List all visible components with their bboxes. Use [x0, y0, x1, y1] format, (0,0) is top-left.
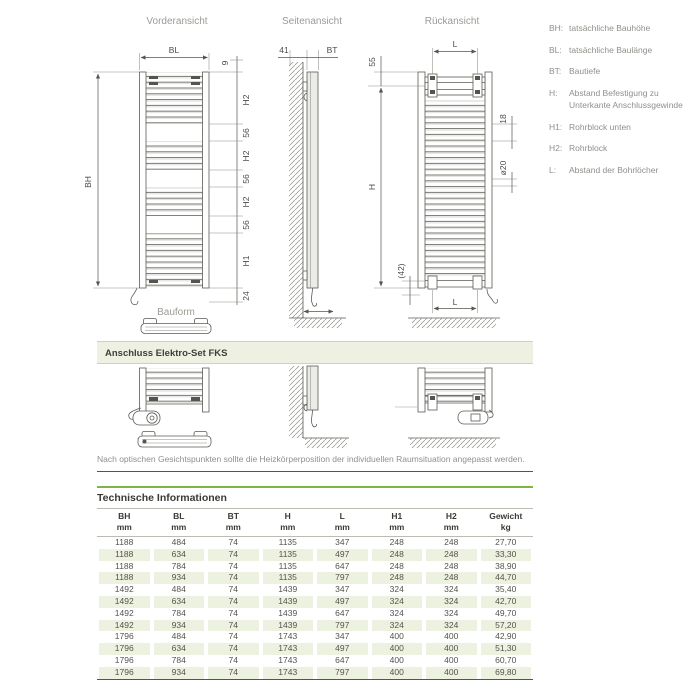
rear-cable: [487, 289, 498, 303]
legend-item: [549, 142, 697, 155]
table-cell: 74: [206, 596, 261, 608]
table-cell: 647: [335, 607, 350, 618]
column-label: BL: [173, 511, 185, 521]
side-view-title: Seitenansicht: [281, 16, 343, 27]
tech-table-wrap: [97, 508, 533, 680]
legend-text: Rohrblock: [569, 143, 608, 153]
legend-abbr: L:: [549, 164, 557, 175]
legend-text: Abstand Befestigung zu Unterkante Anschlussgewinde: [569, 87, 683, 110]
rear-dim-l-top-label: L: [452, 39, 458, 49]
table-row: [97, 596, 533, 608]
column-unit: mm: [171, 522, 187, 532]
column-label: Gewicht: [489, 511, 523, 521]
legend-text: tatsächliche Baulänge: [569, 44, 653, 55]
elektro-section-heading: Anschluss Elektro-Set FKS: [97, 341, 533, 364]
table-row: [97, 667, 533, 679]
table-cell: 248: [424, 549, 479, 561]
side-view: [278, 16, 346, 328]
legend-abbr: BT:: [549, 66, 562, 76]
elektro-topview-profile: [138, 436, 211, 447]
table-cell: 797: [315, 572, 370, 584]
legend-item: [549, 65, 697, 78]
column-header: [97, 509, 152, 537]
legend-text: Abstand der Bohrlöcher: [569, 164, 659, 175]
bauform-label: Bauform: [157, 307, 195, 318]
table-cell: 797: [315, 667, 370, 679]
table-cell: 934: [152, 572, 207, 584]
legend-text: tatsächliche Bauhöhe: [569, 23, 651, 33]
front-dim-h1: H1: [241, 255, 251, 267]
table-cell: 634: [152, 549, 207, 561]
table-cell: 49,70: [495, 607, 517, 618]
elektro-unit-rear: [458, 411, 488, 424]
column-header: [424, 509, 479, 537]
table-cell: 1796: [97, 667, 152, 679]
table-cell: 324: [389, 584, 404, 595]
bauform-profile: [141, 324, 211, 334]
elektro-side-cable: [311, 410, 316, 427]
table-cell: 634: [152, 596, 207, 608]
table-row: [97, 549, 533, 561]
column-header: [315, 509, 370, 537]
table-cell: 400: [370, 643, 425, 655]
table-cell: 35,40: [495, 584, 517, 595]
tech-table-body: [97, 537, 533, 680]
side-wall-hatch: [289, 62, 303, 318]
table-cell: 1188: [97, 572, 152, 584]
side-cable: [311, 288, 316, 306]
front-cable: [131, 288, 138, 305]
front-dim-h2-3: H2: [241, 196, 251, 208]
table-cell: 74: [228, 537, 238, 547]
table-cell: 1796: [97, 643, 152, 655]
column-unit: mm: [116, 522, 132, 532]
table-cell: 248: [444, 537, 459, 547]
table-cell: 44,70: [479, 572, 534, 584]
table-cell: 484: [171, 584, 186, 595]
table-cell: 634: [152, 643, 207, 655]
rear-view-title: Rückansicht: [424, 16, 480, 27]
legend-abbr: H:: [549, 87, 558, 98]
side-panel: [307, 72, 318, 288]
legend-item: [549, 44, 697, 57]
front-dim-56-1: 56: [241, 128, 251, 138]
table-row: [97, 572, 533, 584]
front-dim-bl-label: BL: [168, 45, 180, 55]
table-cell: 400: [389, 631, 404, 642]
front-dim-56-3: 56: [241, 220, 251, 230]
table-cell: 400: [424, 667, 479, 679]
table-cell: 1743: [278, 631, 298, 642]
table-cell: 1135: [261, 549, 316, 561]
table-row: [97, 620, 533, 632]
rear-bottom-clamp-left: [428, 276, 437, 289]
elektro-rear-drawing: [395, 368, 500, 448]
table-row: [97, 561, 533, 573]
rear-dim-18-label: 18: [498, 114, 508, 124]
table-cell: 248: [389, 560, 404, 571]
table-cell: 324: [424, 596, 479, 608]
table-cell: 74: [228, 631, 238, 642]
column-label: BH: [118, 511, 131, 521]
legend-text: Rohrblock unten: [569, 121, 631, 132]
column-header: [370, 509, 425, 537]
table-cell: 1188: [115, 537, 134, 547]
column-label: H1: [391, 511, 403, 521]
rear-dim-42-label: (42): [396, 263, 406, 279]
table-cell: 38,90: [495, 560, 517, 571]
column-header: [152, 509, 207, 537]
rear-bottom-clamp-right: [473, 276, 482, 289]
front-view: [83, 16, 251, 334]
side-dim-41-label: 41: [279, 45, 289, 55]
table-cell: 74: [206, 667, 261, 679]
table-cell: 248: [424, 572, 479, 584]
front-dim-h2-2: H2: [241, 150, 251, 162]
table-cell: 1188: [115, 560, 134, 571]
table-cell: 248: [370, 549, 425, 561]
rear-dim-55-label: 55: [367, 57, 377, 67]
table-accent-line: [97, 486, 533, 488]
column-label: H: [284, 511, 291, 521]
table-cell: 1135: [278, 537, 297, 547]
legend-item: [549, 22, 697, 35]
table-cell: 647: [335, 654, 350, 665]
table-row: [97, 643, 533, 655]
legend-item: [549, 121, 697, 134]
table-cell: 784: [171, 607, 186, 618]
table-cell: 74: [206, 549, 261, 561]
table-cell: 1796: [114, 654, 134, 665]
column-unit: mm: [225, 522, 241, 532]
table-title: Technische Informationen: [97, 492, 227, 504]
tech-table-header-row: [97, 509, 533, 537]
table-cell: 784: [171, 654, 186, 665]
table-cell: 324: [444, 584, 459, 595]
table-cell: 74: [206, 643, 261, 655]
table-cell: 27,70: [495, 537, 517, 547]
front-right-collector: [203, 72, 210, 288]
table-cell: 497: [315, 549, 370, 561]
front-dim-9: 9: [220, 60, 230, 66]
table-cell: 347: [335, 537, 350, 547]
rear-radiator-tubes: [425, 100, 485, 278]
table-cell: 57,20: [479, 620, 534, 632]
table-cell: 1439: [261, 596, 316, 608]
table-cell: 74: [228, 607, 238, 618]
table-cell: 647: [335, 560, 350, 571]
column-label: BT: [227, 511, 239, 521]
table-cell: 1743: [261, 667, 316, 679]
table-cell: 400: [444, 631, 459, 642]
column-unit: mm: [389, 522, 405, 532]
tech-table: [97, 508, 533, 680]
table-cell: 1439: [261, 620, 316, 632]
table-cell: 484: [171, 537, 186, 547]
table-cell: 934: [152, 620, 207, 632]
table-cell: 1135: [261, 572, 316, 584]
elektro-drawings: [129, 366, 500, 448]
legend-text: Bautiefe: [569, 66, 601, 76]
table-cell: 347: [335, 584, 350, 595]
legend-abbr: H2:: [549, 143, 563, 153]
table-cell: 400: [444, 654, 459, 665]
table-cell: 1492: [114, 607, 134, 618]
table-cell: 324: [370, 596, 425, 608]
legend-abbr: BH:: [549, 23, 564, 33]
legend-abbr: BL:: [549, 44, 562, 55]
elektro-side-drawing: [289, 366, 349, 448]
column-unit: kg: [500, 522, 511, 532]
rear-dim-h-label: H: [367, 183, 377, 191]
legend-item: [549, 164, 697, 177]
table-cell: 74: [206, 620, 261, 632]
table-cell: 248: [444, 560, 459, 571]
front-view-title: Vorderansicht: [146, 16, 208, 27]
section-divider-line: [97, 471, 533, 472]
table-cell: 74: [228, 654, 238, 665]
column-label: L: [339, 511, 345, 521]
table-cell: 324: [389, 607, 404, 618]
front-dim-h2-1: H2: [241, 94, 251, 106]
table-cell: 1135: [278, 560, 297, 571]
table-cell: 784: [171, 560, 186, 571]
column-unit: mm: [443, 522, 459, 532]
table-cell: 324: [444, 607, 459, 618]
side-floor-hatch: [294, 318, 342, 328]
side-bracket-top: [303, 82, 307, 91]
rear-view: [367, 16, 517, 328]
table-cell: 1188: [97, 549, 152, 561]
front-dim-24: 24: [241, 291, 251, 301]
table-cell: 1492: [114, 584, 134, 595]
table-cell: 347: [335, 631, 350, 642]
table-cell: 934: [152, 667, 207, 679]
rear-left-collector: [418, 72, 425, 288]
column-label: H2: [445, 511, 457, 521]
rear-dim-l-bottom-label: L: [452, 297, 458, 307]
front-dim-bh-label: BH: [83, 176, 93, 188]
table-cell: 324: [370, 620, 425, 632]
rear-floor-hatch: [412, 318, 496, 328]
front-dim-56-2: 56: [241, 174, 251, 184]
table-cell: 248: [389, 537, 404, 547]
table-row: [97, 584, 533, 596]
column-unit: mm: [280, 522, 296, 532]
table-cell: 1743: [261, 643, 316, 655]
side-dim-bt-label: BT: [326, 45, 338, 55]
table-cell: 42,90: [495, 631, 517, 642]
rear-right-collector: [485, 72, 492, 288]
front-left-collector: [140, 72, 147, 288]
legend-item: [549, 87, 697, 112]
table-cell: 69,80: [479, 667, 534, 679]
table-row: [97, 631, 533, 643]
column-header: [206, 509, 261, 537]
column-unit: mm: [334, 522, 350, 532]
table-cell: 248: [370, 572, 425, 584]
table-cell: 1492: [97, 620, 152, 632]
table-cell: 60,70: [495, 654, 517, 665]
table-row: [97, 608, 533, 620]
table-cell: 51,30: [479, 643, 534, 655]
table-cell: 497: [315, 643, 370, 655]
rear-dim-diameter-label: ø20: [498, 160, 508, 176]
table-cell: 1492: [97, 596, 152, 608]
table-cell: 1743: [278, 654, 298, 665]
table-cell: 33,30: [479, 549, 534, 561]
table-row: [97, 655, 533, 667]
table-cell: 74: [206, 572, 261, 584]
column-header: [479, 509, 534, 537]
table-cell: 74: [228, 560, 238, 571]
table-cell: 42,70: [479, 596, 534, 608]
table-cell: 1439: [278, 607, 298, 618]
table-cell: 797: [315, 620, 370, 632]
table-cell: 484: [171, 631, 186, 642]
legend-abbr: H1:: [549, 121, 563, 132]
table-cell: 400: [370, 667, 425, 679]
table-cell: 74: [228, 584, 238, 595]
elektro-section-note: Nach optischen Gesichtspunkten sollte die Heizkörperposition der individuellen Raumsituation angepasst werden.: [97, 454, 525, 464]
table-cell: 400: [389, 654, 404, 665]
table-cell: 400: [424, 643, 479, 655]
table-cell: 497: [315, 596, 370, 608]
table-row: [97, 537, 533, 549]
table-cell: 324: [424, 620, 479, 632]
column-header: [261, 509, 316, 537]
elektro-front-drawing: [129, 368, 211, 447]
table-cell: 1796: [114, 631, 134, 642]
legend: [549, 22, 697, 185]
side-bracket-bottom: [303, 271, 307, 280]
table-cell: 1439: [278, 584, 298, 595]
